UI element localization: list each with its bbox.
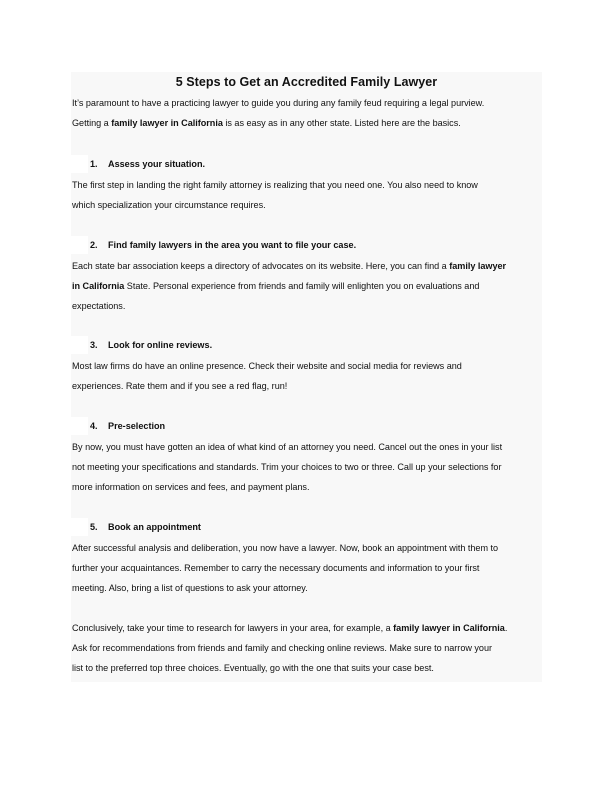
keyword-bold: family lawyer in California bbox=[393, 623, 505, 633]
step-4-line-1: By now, you must have gotten an idea of what kind of an attorney you need. Cancel out the ones in your list bbox=[72, 442, 503, 452]
step-number: 4. bbox=[90, 421, 98, 431]
step-heading-3 bbox=[71, 336, 542, 354]
text: Conclusively, take your time to research for lawyers in your area, for example, a bbox=[72, 623, 394, 633]
step-number: 2. bbox=[90, 240, 98, 250]
step-heading-1 bbox=[71, 155, 542, 173]
step-2-line-2 bbox=[72, 280, 479, 292]
step-heading-4 bbox=[71, 417, 542, 435]
step-1-line-2: which specialization your circumstance requires. bbox=[72, 200, 266, 210]
conclusion-line-1 bbox=[72, 622, 507, 634]
step-heading-text: Book an appointment bbox=[108, 522, 201, 532]
step-1-line-1: The first step in landing the right family attorney is realizing that you need one. You also need to know bbox=[72, 180, 478, 190]
indent-margin bbox=[71, 155, 88, 173]
indent-margin bbox=[71, 417, 88, 435]
step-3-line-2: experiences. Rate them and if you see a red flag, run! bbox=[72, 381, 288, 391]
step-5-line-2: further your acquaintances. Remember to carry the necessary documents and information to your first bbox=[72, 563, 480, 573]
step-2-line-1 bbox=[72, 260, 506, 272]
step-4-line-2: not meeting your specifications and standards. Trim your choices to two or three. Call up your selections for bbox=[72, 462, 502, 472]
text: . bbox=[504, 623, 508, 633]
intro-line-2 bbox=[72, 117, 461, 129]
text: Each state bar association keeps a directory of advocates on its website. Here, you can find a bbox=[72, 261, 450, 271]
step-heading-2 bbox=[71, 236, 542, 254]
conclusion-line-2: Ask for recommendations from friends and family and checking online reviews. Make sure to narrow your bbox=[72, 643, 493, 653]
step-5-line-1: After successful analysis and deliberation, you now have a lawyer. Now, book an appointment with them to bbox=[72, 543, 499, 553]
step-number: 5. bbox=[90, 522, 98, 532]
text: Getting a bbox=[72, 118, 112, 128]
step-heading-5 bbox=[71, 518, 542, 536]
step-heading-text: Look for online reviews. bbox=[108, 340, 213, 350]
text: is as easy as in any other state. Listed here are the basics. bbox=[222, 118, 461, 128]
document-title: 5 Steps to Get an Accredited Family Lawyer bbox=[175, 75, 438, 89]
step-heading-text: Pre-selection bbox=[108, 421, 166, 431]
text: State. Personal experience from friends and family will enlighten you on evaluations and bbox=[124, 281, 480, 291]
step-3-line-1: Most law firms do have an online presence. Check their website and social media for reviews and bbox=[72, 361, 462, 371]
step-heading-text: Assess your situation. bbox=[108, 159, 206, 169]
intro-line-1: It’s paramount to have a practicing lawyer to guide you during any family feud requiring a legal purview. bbox=[72, 98, 485, 108]
document-page bbox=[71, 72, 542, 682]
indent-margin bbox=[71, 236, 88, 254]
keyword-bold: in California bbox=[72, 281, 125, 291]
step-2-line-3: expectations. bbox=[72, 301, 126, 311]
indent-margin bbox=[71, 336, 88, 354]
step-5-line-3: meeting. Also, bring a list of questions to ask your attorney. bbox=[72, 583, 308, 593]
step-number: 1. bbox=[90, 159, 98, 169]
conclusion-line-3: list to the preferred top three choices. Eventually, go with the one that suits your case best. bbox=[72, 663, 434, 673]
step-4-line-3: more information on services and fees, and payment plans. bbox=[72, 482, 310, 492]
keyword-bold: family lawyer in California bbox=[111, 118, 223, 128]
step-number: 3. bbox=[90, 340, 98, 350]
step-heading-text: Find family lawyers in the area you want to file your case. bbox=[108, 240, 357, 250]
keyword-bold: family lawyer bbox=[449, 261, 507, 271]
indent-margin bbox=[71, 518, 88, 536]
